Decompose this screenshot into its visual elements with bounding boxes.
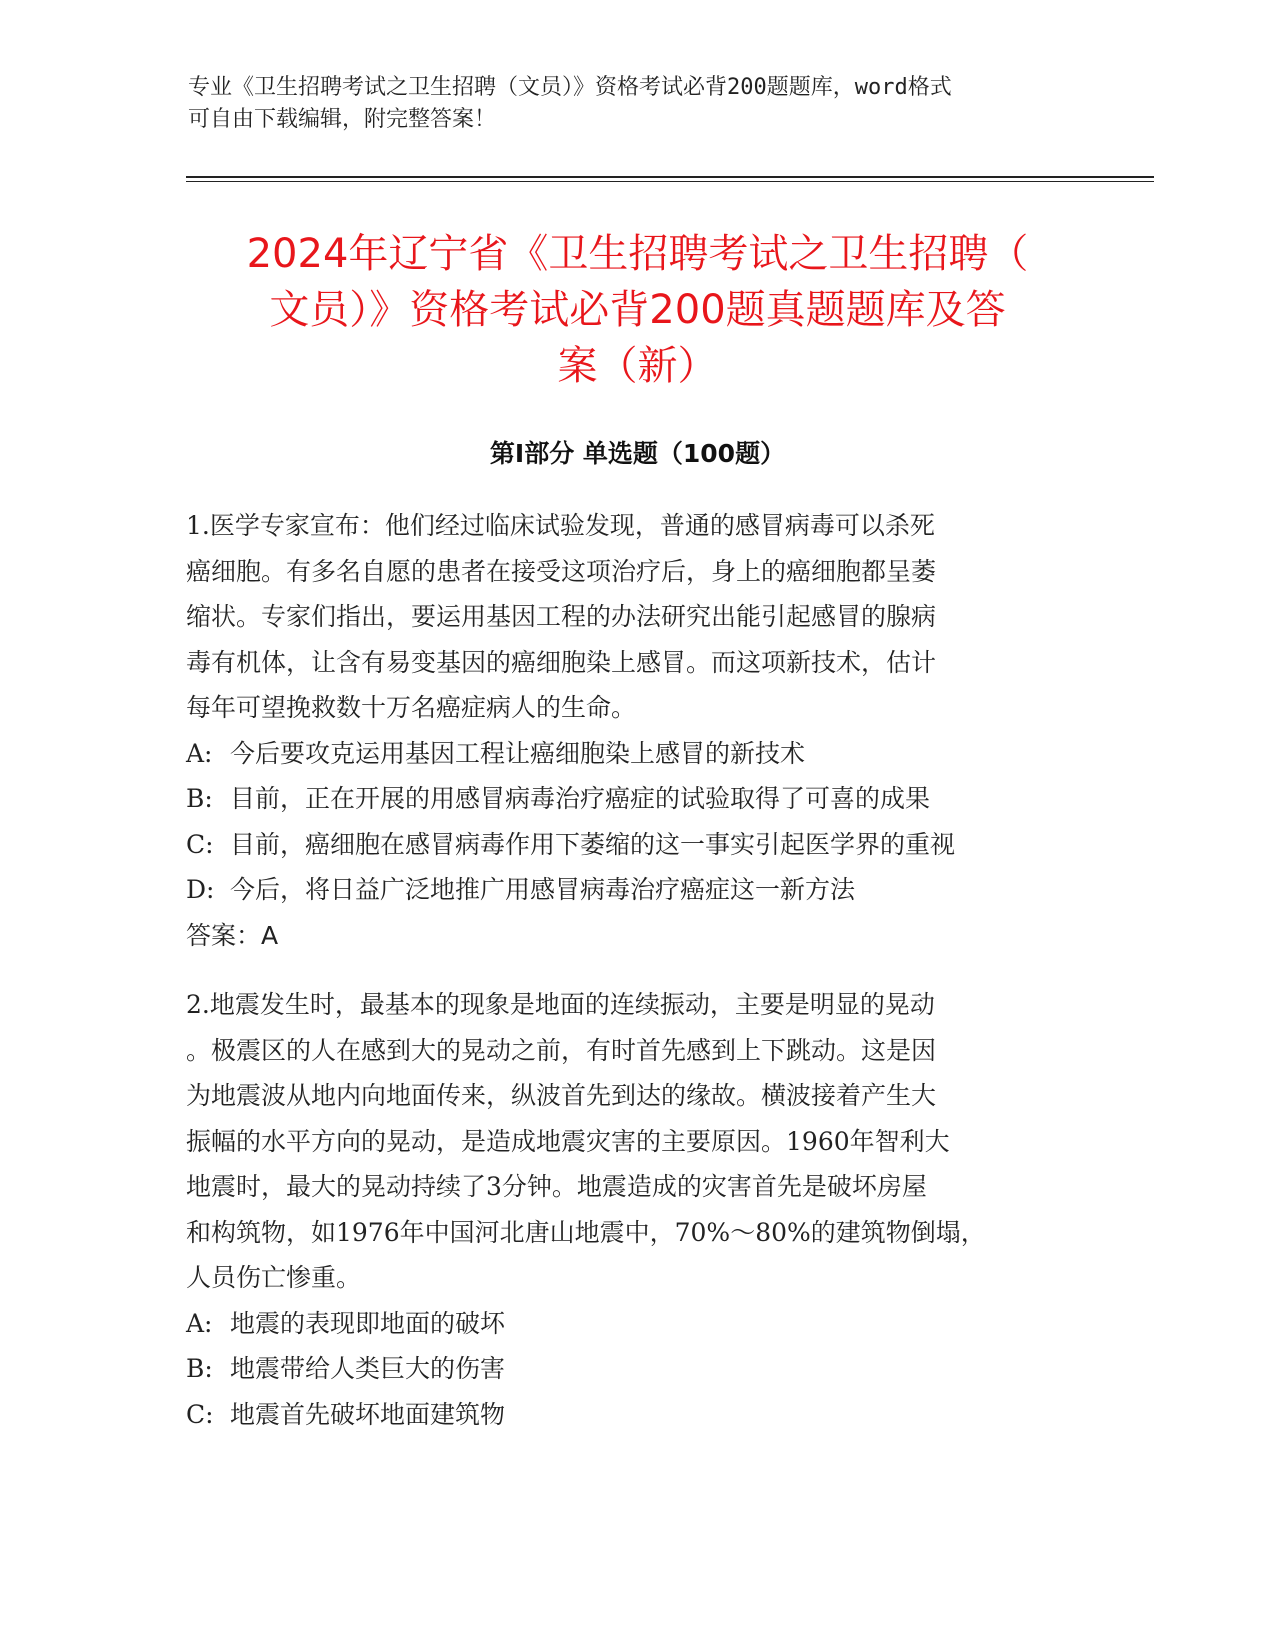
header-rule [186, 176, 1154, 178]
question-1 [186, 503, 1076, 958]
header-note-line: 可自由下载编辑，附完整答案！ [188, 107, 497, 132]
question-stem-line: 每年可望挽救数十万名癌症病人的生命。 [186, 693, 637, 722]
title-line: 2024年辽宁省《卫生招聘考试之卫生招聘（ [246, 231, 1029, 277]
question-stem-line: 毒有机体，让含有易变基因的癌细胞染上感冒。而这项新技术，估计 [186, 647, 937, 677]
question-stem-line: 缩状。专家们指出，要运用基因工程的办法研究出能引起感冒的腺病 [186, 602, 937, 631]
header-note-line: 专业《卫生招聘考试之卫生招聘（文员）》资格考试必背200题题库，word格式 [188, 75, 952, 100]
option-b [186, 1346, 1076, 1392]
question-stem-line: 2.地震发生时，最基本的现象是地面的连续振动，主要是明显的晃动 [186, 990, 935, 1019]
question-stem-line: 和构筑物，如1976年中国河北唐山地震中，70%～80%的建筑物倒塌， [186, 1217, 986, 1247]
option-letter: C: [186, 829, 214, 859]
option-letter: B: [186, 1354, 213, 1383]
option-letter: A: [186, 1308, 213, 1338]
option-text: 地震的表现即地面的破坏 [230, 1308, 506, 1338]
question-2 [186, 982, 1076, 1437]
option-d [186, 867, 1076, 913]
option-letter: A: [186, 738, 213, 768]
header-rule-thin [186, 181, 1154, 182]
question-stem-line: 癌细胞。有多名自愿的患者在接受这项治疗后，身上的癌细胞都呈萎 [186, 556, 937, 586]
question-stem-line: 为地震波从地内向地面传来，纵波首先到达的缘故。横波接着产生大 [186, 1081, 937, 1110]
option-c [186, 822, 1076, 868]
option-text: 今后要攻克运用基因工程让癌细胞染上感冒的新技术 [230, 738, 806, 768]
question-stem-line: 1.医学专家宣布：他们经过临床试验发现，普通的感冒病毒可以杀死 [186, 511, 935, 540]
option-c [186, 1392, 1076, 1438]
question-stem-line: 振幅的水平方向的晃动，是造成地震灾害的主要原因。1960年智利大 [186, 1126, 950, 1156]
option-text: 今后，将日益广泛地推广用感冒病毒治疗癌症这一新方法 [230, 875, 856, 904]
option-letter: D: [186, 875, 215, 904]
option-letter: C: [186, 1399, 214, 1429]
section-title: 第Ⅰ部分 单选题（100题） [489, 439, 786, 468]
question-stem-line: 人员伤亡惨重。 [186, 1263, 362, 1292]
question-stem-line: 。极震区的人在感到大的晃动之前，有时首先感到上下跳动。这是因 [186, 1035, 937, 1065]
title-line: 案（新） [557, 343, 718, 389]
option-text: 地震首先破坏地面建筑物 [230, 1399, 506, 1429]
option-text: 地震带给人类巨大的伤害 [230, 1354, 506, 1383]
option-text: 目前，癌细胞在感冒病毒作用下萎缩的这一事实引起医学界的重视 [230, 829, 956, 859]
option-letter: B: [186, 784, 213, 813]
title-line: 文员）》资格考试必背200题真题题库及答 [269, 287, 1006, 333]
header-note [188, 72, 1068, 136]
question-stem-line: 地震时，最大的晃动持续了3分钟。地震造成的灾害首先是破坏房屋 [186, 1172, 927, 1201]
option-b [186, 776, 1076, 822]
option-a [186, 731, 1076, 777]
option-text: 目前，正在开展的用感冒病毒治疗癌症的试验取得了可喜的成果 [230, 784, 931, 813]
option-a [186, 1301, 1076, 1347]
answer-line: 答案：A [186, 920, 279, 950]
document-title [150, 226, 1125, 394]
